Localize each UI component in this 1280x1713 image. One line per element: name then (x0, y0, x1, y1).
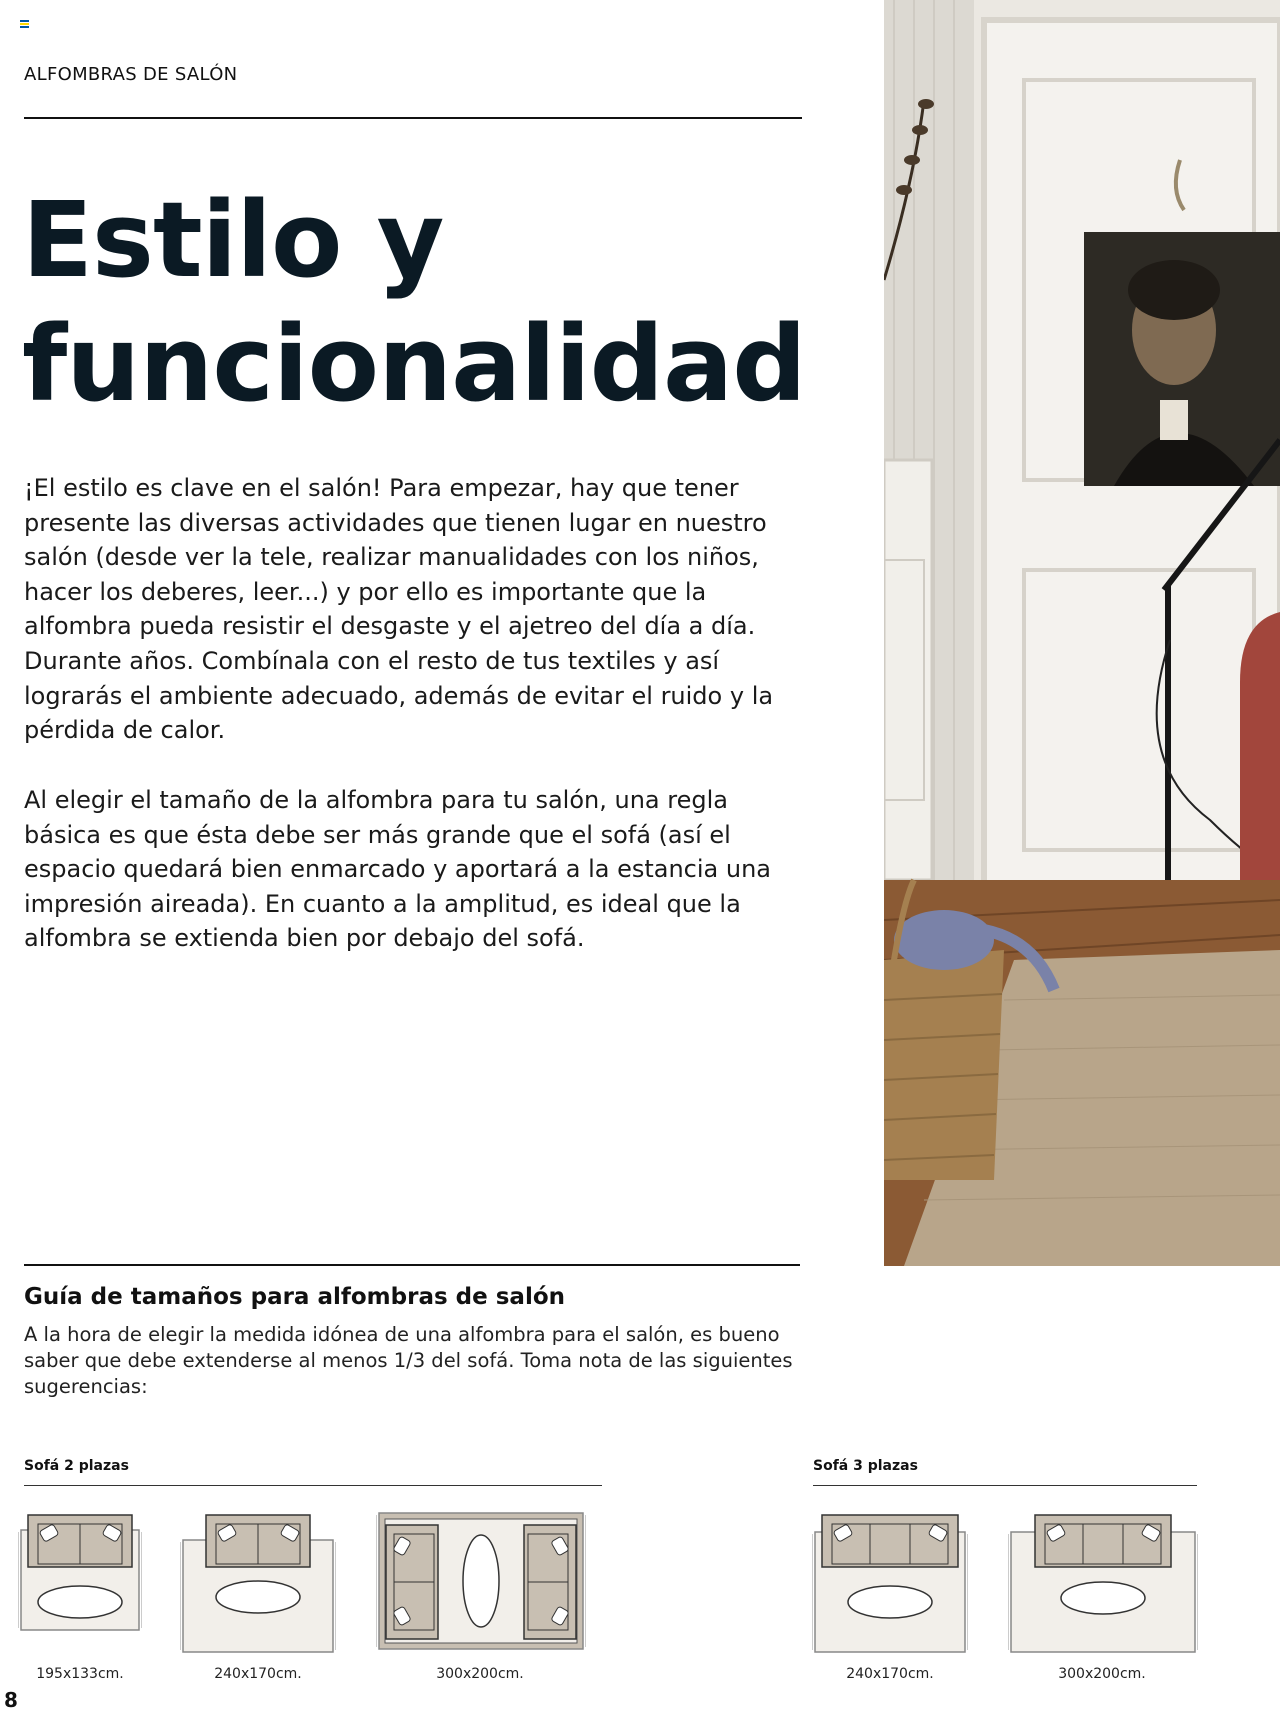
size-paragraph: Al elegir el tamaño de la alfombra para tu salón, una regla básica es que ésta debe ser más grande que el sofá (así el espacio quedará bien enmarcado y aportará a la estancia una impresión aireada). En cuanto a la amplitud, es ideal que la alfombra se extienda bien por debajo del sofá. (24, 786, 772, 953)
title-line-1: Estilo y (22, 179, 444, 301)
rug-diagram-300x200-2seat (376, 1510, 586, 1655)
rug-diagram-300x200-3seat (1008, 1510, 1198, 1655)
size-label-195x133: 195x133cm. (36, 1666, 124, 1682)
size-label-240x170-3seat: 240x170cm. (846, 1666, 934, 1682)
living-room-photo (884, 0, 1280, 1266)
ikea-flag-icon (20, 20, 29, 28)
rug-diagram-240x170-3seat (812, 1510, 968, 1655)
size-label-300x200-2seat: 300x200cm. (436, 1666, 524, 1682)
title-line-2: funcionalidad (22, 303, 806, 425)
page-title (22, 178, 806, 426)
group-divider-2-seater (24, 1485, 602, 1486)
rug-diagram-240x170-2seat (180, 1510, 336, 1655)
top-divider (24, 117, 802, 119)
living-room-illustration (884, 0, 1280, 1266)
section-label: ALFOMBRAS DE SALÓN (24, 64, 238, 85)
guide-text: A la hora de elegir la medida idónea de una alfombra para el salón, es bueno saber que debe extenderse al menos 1/3 del sofá. Toma nota de las siguientes sugerencias: (24, 1323, 793, 1398)
size-label-240x170-2seat: 240x170cm. (214, 1666, 302, 1682)
page-number: 8 (4, 1688, 18, 1712)
intro-paragraph: ¡El estilo es clave en el salón! Para empezar, hay que tener presente las diversas actividades que tienen lugar en nuestro salón (desde ver la tele, realizar manualidades con los niños, hacer los deberes, leer...) y por ello es importante que la alfombra pueda resistir el desgaste y el ajetreo del día a día. Durante años. Combínala con el resto de tus textiles y así lograrás el ambiente adecuado, además de evitar el ruido y la pérdida de calor. (24, 474, 774, 745)
guide-divider (24, 1264, 800, 1266)
group-divider-3-seater (813, 1485, 1197, 1486)
group-label-2-seater: Sofá 2 plazas (24, 1458, 129, 1474)
guide-title: Guía de tamaños para alfombras de salón (24, 1284, 566, 1310)
group-label-3-seater: Sofá 3 plazas (813, 1458, 918, 1474)
size-label-300x200-3seat: 300x200cm. (1058, 1666, 1146, 1682)
rug-diagram-195x133 (18, 1510, 142, 1655)
